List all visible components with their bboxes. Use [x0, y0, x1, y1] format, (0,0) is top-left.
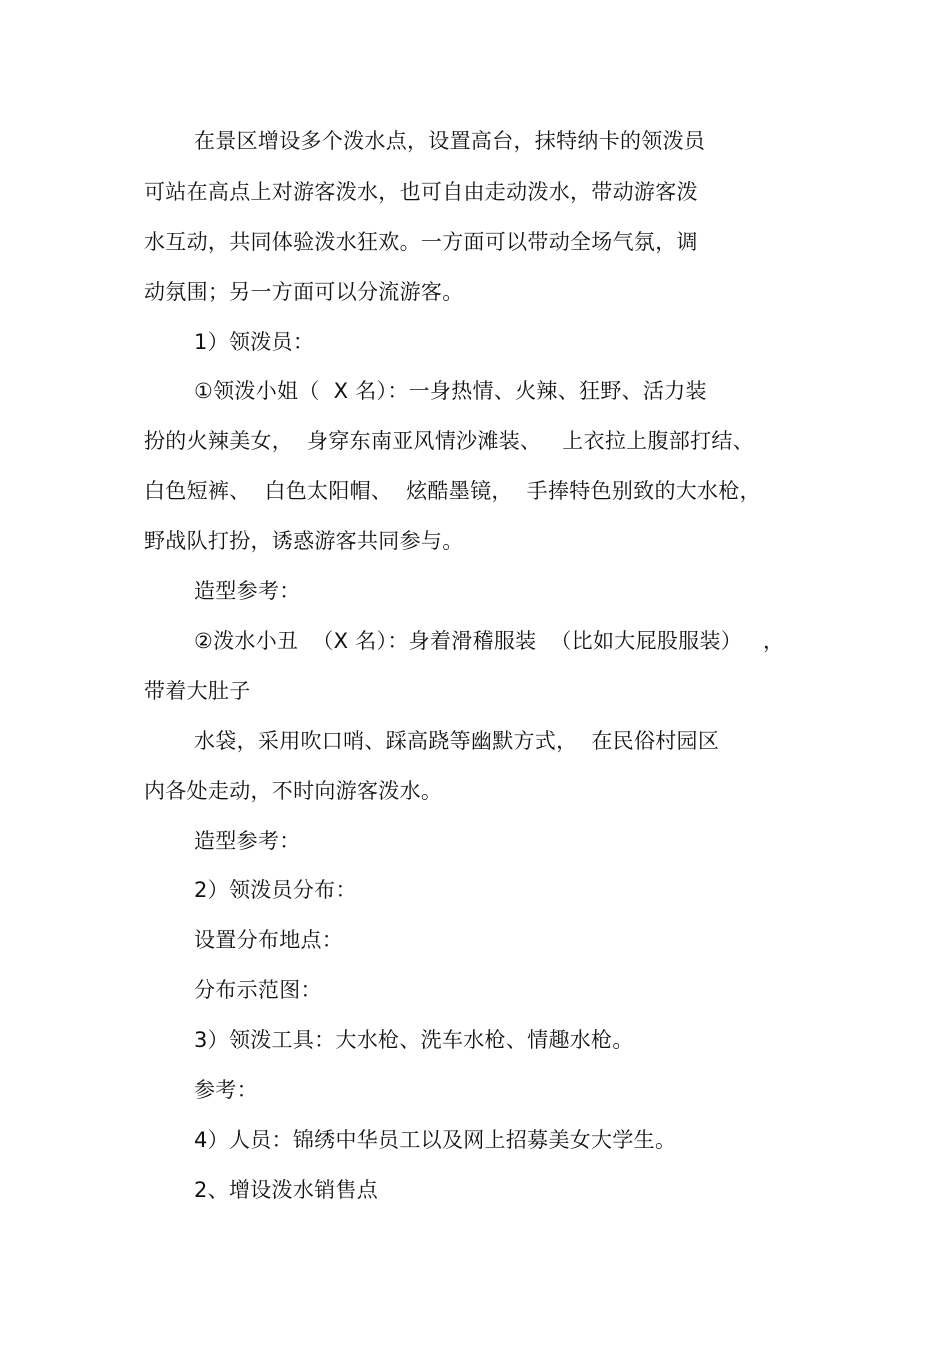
list-heading: 3）领泼工具：大水枪、洗车水枪、情趣水枪。: [194, 1028, 634, 1052]
paragraph-line: 参考：: [194, 1078, 258, 1102]
paragraph-line: 扮的火辣美女， 身穿东南亚风情沙滩装、 上衣拉上腹部打结、: [144, 429, 754, 453]
section-heading: 2、增设泼水销售点: [194, 1178, 379, 1202]
paragraph-line: 分布示范图：: [194, 978, 322, 1002]
paragraph-line: 内各处走动，不时向游客泼水。: [144, 779, 443, 803]
paragraph-line: 白色短裤、 白色太阳帽、 炫酷墨镜， 手捧特色别致的大水枪，: [144, 479, 761, 503]
paragraph-line: 带着大肚子: [144, 679, 251, 703]
list-heading: 1）领泼员：: [194, 330, 315, 354]
paragraph-line: ②泼水小丑 （X 名）：身着滑稽服装 （比如大屁股服装） ，: [194, 629, 785, 653]
paragraph-line: 野战队打扮，诱惑游客共同参与。: [144, 529, 464, 553]
list-heading: 4）人员：锦绣中华员工以及网上招募美女大学生。: [194, 1128, 677, 1152]
paragraph-line: 动氛围；另一方面可以分流游客。: [144, 280, 464, 304]
paragraph-line: 可站在高点上对游客泼水，也可自由走动泼水，带动游客泼: [144, 180, 698, 204]
paragraph-line: 造型参考：: [194, 829, 301, 853]
paragraph-line: 造型参考：: [194, 579, 301, 603]
paragraph-line: 在景区增设多个泼水点，设置高台，抹特纳卡的领泼员: [194, 129, 706, 153]
paragraph-line: 设置分布地点：: [194, 928, 344, 952]
paragraph-line: ①领泼小姐（ X 名）：一身热情、火辣、狂野、活力装: [194, 379, 707, 403]
paragraph-line: 水互动，共同体验泼水狂欢。一方面可以带动全场气氛，调: [144, 230, 698, 254]
list-heading: 2）领泼员分布：: [194, 878, 357, 902]
paragraph-line: 水袋，采用吹口哨、踩高跷等幽默方式， 在民俗村园区: [194, 729, 720, 753]
